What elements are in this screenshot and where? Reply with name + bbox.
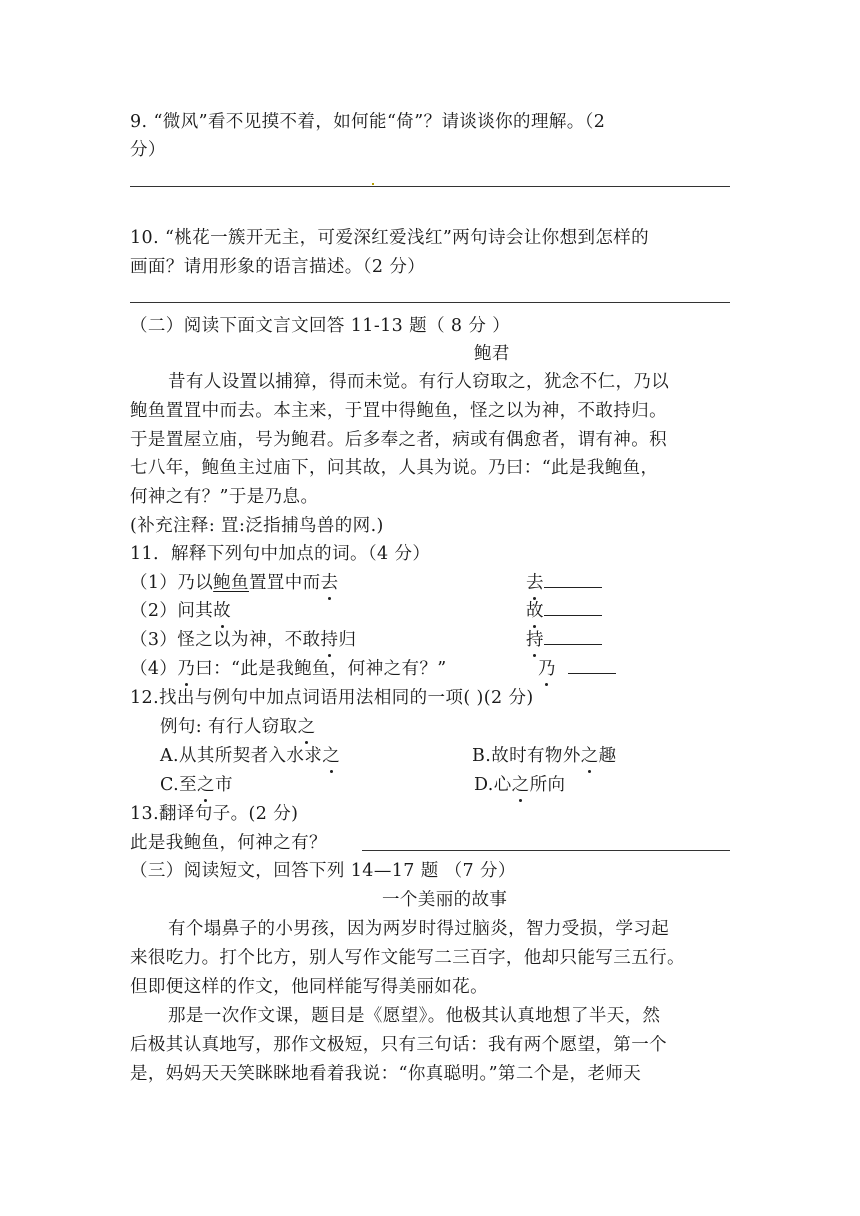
- q11-item-4: （4）乃曰：“此是我鲍鱼，何神之有？”: [130, 659, 447, 679]
- passage-line: 鲍鱼置罝中而去。本主来，于罝中得鲍鱼，怪之以为神，不敢持归。: [130, 401, 667, 421]
- passage-line: 后极其认真地写，那作文极短，只有三句话：我有两个愿望，第一个: [130, 1035, 667, 1055]
- q11-answer-2[interactable]: 故: [526, 599, 602, 623]
- q11-stem: 11．解释下列句中加点的词。（4 分）: [130, 544, 431, 564]
- q9-answer-line[interactable]: [130, 186, 730, 187]
- q11-answer-3[interactable]: 持: [526, 628, 602, 652]
- section3-heading: （三）阅读短文，回答下列 14—17 题 （7 分）: [130, 861, 516, 881]
- passage-line: 那是一次作文课，题目是《愿望》。他极其认真地想了半天，然: [168, 1006, 661, 1026]
- q9-line-1: 9. “微风”看不见摸不着，如何能“倚”？请谈谈你的理解。（2: [130, 112, 606, 132]
- q11-item-1: （1）乃以鲍鱼置罝中而去: [130, 573, 339, 593]
- q12-option-c[interactable]: C.至之市: [160, 775, 233, 795]
- passage-line: 来很吃力。打个比方，别人写作文能写二三百字，他却只能写三五行。: [130, 948, 685, 968]
- passage-line: 何神之有？”于是乃息。: [130, 487, 319, 507]
- q10-answer-line[interactable]: [130, 302, 730, 303]
- q11-item-3: （3）怪之以为神，不敢持归: [130, 630, 357, 650]
- q10-line-1: 10. “桃花一簇开无主，可爱深红爱浅红”两句诗会让你想到怎样的: [130, 228, 650, 248]
- passage-line: 是，妈妈天天笑眯眯地看着我说：“你真聪明。”第二个是，老师天: [130, 1064, 642, 1084]
- section2-heading: （二）阅读下面文言文回答 11-13 题（ 8 分 ）: [130, 316, 511, 336]
- q11-answer-1[interactable]: 去: [526, 571, 602, 595]
- passage-line: 七八年，鲍鱼主过庙下，问其故，人具为说。乃曰：“此是我鲍鱼，: [130, 458, 659, 478]
- stray-mark: [372, 183, 374, 185]
- q9-line-2: 分）: [130, 140, 166, 160]
- passage-line: 有个塌鼻子的小男孩，因为两岁时得过脑炎，智力受损，学习起: [168, 919, 670, 939]
- q13-sentence: 此是我鲍鱼，何神之有？: [130, 833, 327, 853]
- q12-option-a[interactable]: A.从其所契者入水求之: [160, 746, 341, 766]
- passage-line: 于是置屋立庙，号为鲍君。后多奉之者，病或有偶愈者，谓有神。积: [130, 430, 667, 450]
- q12-option-b[interactable]: B.故时有物外之趣: [472, 746, 617, 766]
- section2-title: 鲍君: [474, 344, 510, 364]
- passage-line: 昔有人设置以捕獐，得而未觉。有行人窃取之，犹念不仁，乃以: [168, 372, 670, 392]
- q13-stem: 13.翻译句子。(2 分): [130, 804, 299, 824]
- section3-title: 一个美丽的故事: [382, 890, 508, 910]
- q11-item-2: （2）问其故: [130, 601, 232, 621]
- q10-line-2: 画面？请用形象的语言描述。（2 分）: [130, 257, 426, 277]
- q12-stem: 12.找出与例句中加点词语用法相同的一项( )(2 分): [130, 688, 534, 708]
- q12-option-d[interactable]: D.心之所向: [474, 775, 566, 795]
- passage-line: 但即便这样的作文，他同样能写得美丽如花。: [130, 977, 488, 997]
- annotation-note: (补充注释: 罝:泛指捕鸟兽的网.): [130, 516, 384, 536]
- q13-answer-line[interactable]: [362, 850, 730, 851]
- q12-example: 例句: 有行人窃取之: [160, 717, 316, 737]
- q11-answer-4[interactable]: 乃: [538, 657, 616, 681]
